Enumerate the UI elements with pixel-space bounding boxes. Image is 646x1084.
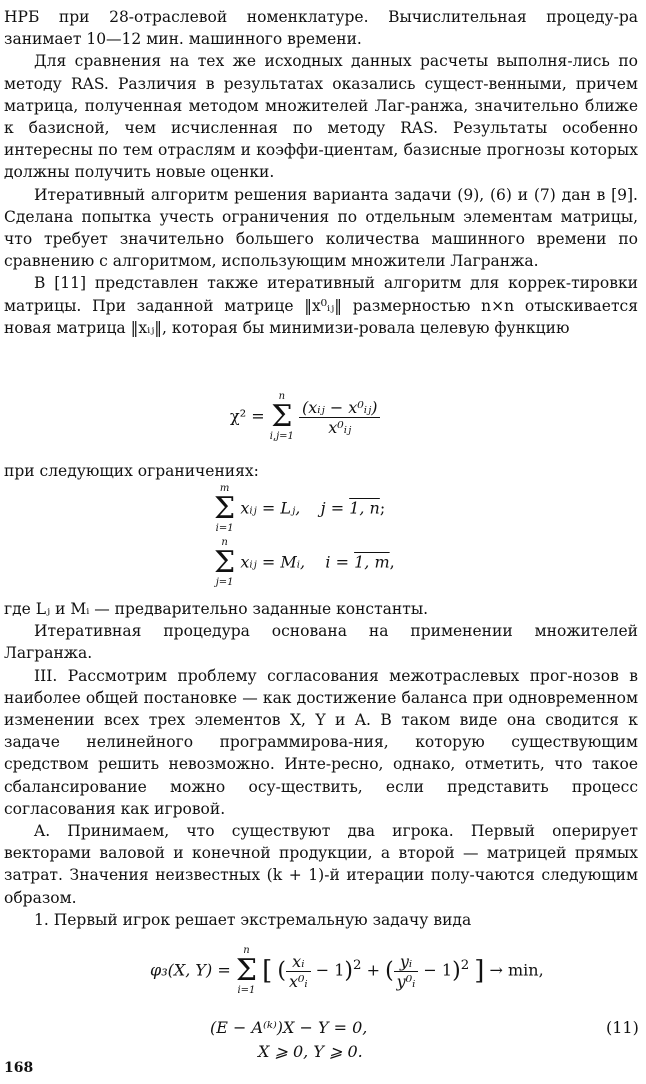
constraint-2-var: i = (325, 552, 349, 572)
phi-fraction-x (286, 952, 311, 991)
phi-minus-one-b: − 1 (423, 960, 453, 980)
constraint-1-var: j = (320, 498, 345, 518)
sum-upper: n (221, 537, 228, 548)
phi-square-b: 2 (460, 958, 470, 974)
equation-number: (11) (606, 1018, 639, 1037)
phi-x-den: x⁰ᵢ (288, 971, 308, 991)
paragraph-3: Итеративный алгоритм решения варианта задачи (9), (6) и (7) дан в [9]. Сделана попытка учесть ограничения по отдельным элементам матрицы, что требует значительно большего количества машинного времени по сравнению с алгоритмом, использующим множители Лагранжа. (4, 185, 638, 271)
constraint-2-range: 1, m (354, 552, 390, 572)
sum-upper: n (243, 945, 250, 956)
sum-sign: n Σ i,j=1 (269, 391, 294, 442)
phi-arrow-min: → min, (489, 960, 544, 980)
page-number: 168 (4, 1060, 34, 1076)
phi-y-num: yᵢ (394, 952, 419, 972)
text-block-middle (4, 598, 638, 931)
sum-sign: n Σ j=1 (214, 537, 236, 588)
constraint-2-tail: , (389, 552, 395, 572)
text-constraints-intro (4, 460, 638, 482)
constraint-1-tail: ; (379, 498, 386, 518)
sum-sign: m Σ i=1 (214, 483, 236, 534)
chi-numerator: (xᵢⱼ − x⁰ᵢⱼ) (299, 398, 380, 418)
sum-lower: i=1 (237, 985, 256, 996)
equation-balance: (E − A⁽ᵏ⁾)X − Y = 0, (210, 1018, 368, 1037)
phi-minus-one-a: − 1 (315, 960, 345, 980)
phi-fraction-y (394, 952, 419, 991)
paragraph-2: Для сравнения на тех же исходных данных расчеты выполня-лись по методу RAS. Различия в результатах оказались сущест-венными, причем матрица, полученная методом множителей Лаг-ранжа, значительно ближе к базисной, чем исчисленная по методу RAS. Результаты особенно интересны по тем отраслям и коэффи-циентам, базисные прогнозы которых должны получить новые оценки. (4, 52, 638, 182)
constraint-1-range: 1, n (349, 498, 380, 518)
sum-lower: i=1 (215, 523, 234, 534)
sum-lower: j=1 (215, 577, 234, 588)
paragraph-8: III. Рассмотрим проблему согласования межотраслевых прог-нозов в наиболее общей постановке — как достижение баланса при одновременном изменении всех трех элементов X, Y и A. В таком виде она сводится к задаче нелинейного программирова-ния, которую существующим средством решить невозможно. Инте-ресно, однако, отметить, что такое сбалансирование можно осу-ществить, если представить процесс согласования как игровой. (4, 666, 638, 818)
phi-lhs: φ₃(X, Y) = (150, 960, 231, 980)
phi-x-num: xᵢ (286, 952, 311, 972)
phi-plus: + (366, 960, 380, 980)
paragraph-1: НРБ при 28-отраслевой номенклатуре. Вычислительная процеду-ра занимает 10—12 мин. машинного времени. (4, 8, 638, 49)
chi-lhs: χ² = (230, 406, 265, 426)
sum-lower: i,j=1 (269, 431, 294, 442)
chi-fraction (299, 398, 380, 437)
equation-constraint-2 (214, 538, 395, 588)
paragraph-10: 1. Первый игрок решает экстремальную задачу вида (34, 910, 472, 929)
paragraph-9: A. Принимаем, что существуют два игрока. Первый оперирует векторами валовой и конечной продукции, а второй — матрицей прямых затрат. Значения неизвестных (k + 1)-й итерации полу-чаются следующим образом. (4, 822, 638, 907)
chi-denominator: x⁰ᵢⱼ (328, 417, 352, 437)
phi-square-a: 2 (352, 958, 362, 974)
phi-y-den: y⁰ᵢ (396, 971, 416, 991)
equation-nonnegativity: X ⩾ 0, Y ⩾ 0. (258, 1042, 363, 1061)
paragraph-7: Итеративная процедура основана на применении множителей Лагранжа. (4, 622, 638, 663)
equation-chi-square (230, 392, 380, 442)
equation-phi: φ₃(X, Y) = n Σ i=1 [ ( $\frac{\text{xᵢ}}{\text{x⁰ᵢ}}$ − 1)$^2$ + ( $\frac{\text{yᵢ}}{\text{y⁰ᵢ}}$ − 1)$^2$ ] → min, (150, 945, 544, 996)
sum-upper: n (278, 391, 286, 402)
sum-upper: m (219, 483, 230, 494)
text-block-top (4, 6, 638, 339)
paragraph-5: при следующих ограничениях: (4, 462, 259, 480)
paragraph-6: где Lⱼ и Mᵢ — предварительно заданные константы. (4, 600, 429, 618)
constraint-1-body: xᵢⱼ = Lⱼ, (240, 498, 301, 518)
equation-constraint-1 (214, 484, 385, 534)
constraint-2-body: xᵢⱼ = Mᵢ, (240, 552, 306, 572)
sum-sign: n Σ i=1 (235, 945, 258, 996)
paragraph-4: В [11] представлен также итеративный алгоритм для коррек-тировки матрицы. При заданной матрице ‖x⁰ᵢⱼ‖ размерностью n×n отыскивается новая матрица ‖xᵢⱼ‖, которая бы минимизи-ровала целевую функцию (4, 274, 638, 337)
